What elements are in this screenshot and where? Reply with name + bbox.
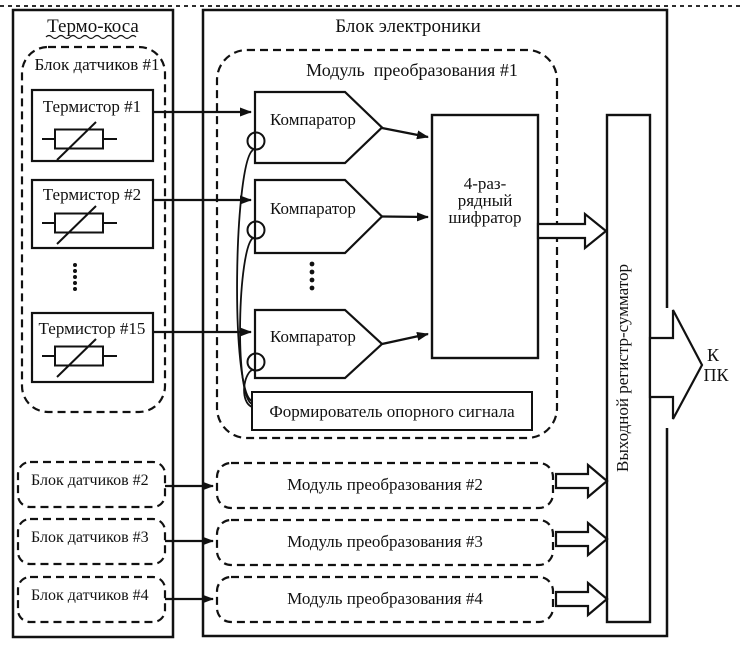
conversion-module-2-label: Модуль преобразования #2: [287, 475, 483, 494]
sensor-block-2-label: Блок датчиков #2: [31, 472, 149, 489]
thermistor-2-label: Термистор #2: [42, 185, 142, 204]
ellipsis-dots-comparators: [310, 262, 315, 291]
bus-arrow-encoder-register: [538, 214, 606, 248]
encoder-label-line1: 4-раз-: [463, 174, 507, 193]
ellipsis-dots-sensors: [73, 263, 77, 291]
encoder-label-line2: рядный: [457, 191, 513, 210]
wire-comparator3-encoder: [382, 334, 428, 344]
thermistor-15-label: Термистор #15: [38, 319, 146, 338]
encoder-box: [432, 115, 538, 358]
thermistor-icon: [42, 122, 117, 160]
to-pc-label-line2: ПК: [703, 365, 729, 385]
bus-arrow-module2-register: [556, 465, 607, 497]
conversion-module-4-label: Модуль преобразования #4: [287, 589, 483, 608]
output-register-label: Выходной регистр-сумматор: [613, 264, 632, 472]
bus-arrow-module4-register: [556, 583, 607, 615]
sensor-block-4-label: Блок датчиков #4: [31, 587, 149, 604]
thermistor-1-label: Термистор #1: [42, 97, 142, 116]
electronics-title: Блок электроники: [335, 16, 481, 37]
sensor-block-1-label: Блок датчиков #1: [34, 55, 160, 74]
conversion-module-3-label: Модуль преобразования #3: [287, 532, 483, 551]
sensor-block-3-label: Блок датчиков #3: [31, 529, 149, 546]
to-pc-label-line1: К: [706, 345, 720, 365]
wire-comparator2-encoder: [382, 217, 428, 218]
comparator-1-label: Компаратор: [270, 110, 356, 129]
thermo-braid-title: Термо-коса: [47, 16, 139, 37]
reference-wire-1: [237, 150, 253, 401]
bus-arrow-module3-register: [556, 523, 607, 555]
comparator-3-label: Компаратор: [270, 327, 356, 346]
encoder-label-line3: шифратор: [448, 208, 522, 227]
conversion-module-1: [217, 50, 557, 438]
conversion-module-1-title: Модуль преобразования #1: [306, 60, 518, 80]
thermistor-icon: [42, 339, 117, 377]
comparator-2-label: Компаратор: [270, 199, 356, 218]
thermistor-icon: [42, 206, 117, 244]
wire-comparator1-encoder: [382, 128, 428, 137]
reference-generator-label: Формирователь опорного сигнала: [269, 402, 515, 421]
to-pc-arrow: [650, 310, 702, 419]
